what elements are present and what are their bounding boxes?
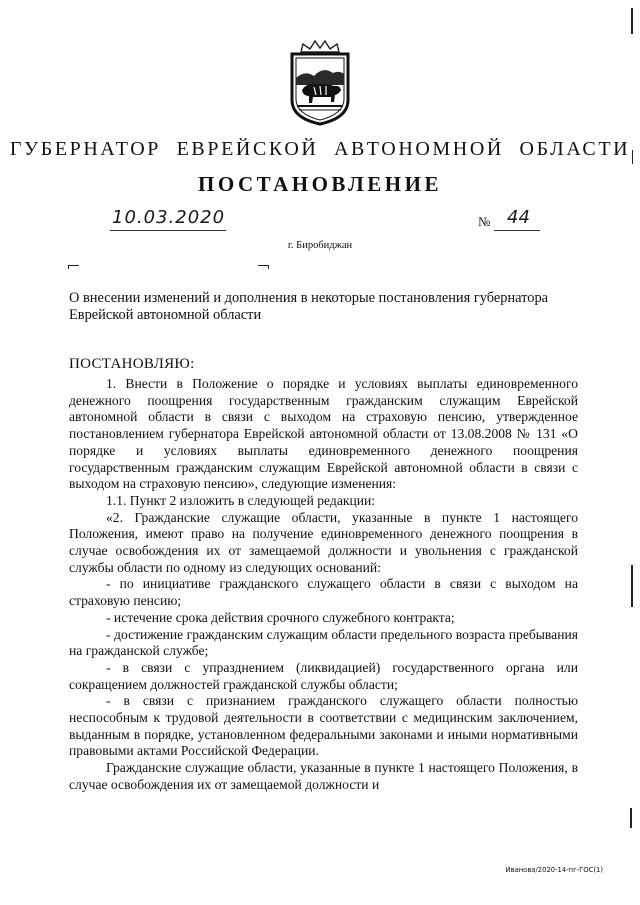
paragraph-continuation: Гражданские служащие области, указанные в пункте 1 настоящего Положения, в случае освобождения их от замещаемой должности и [69, 760, 578, 792]
coat-of-arms-icon [287, 40, 353, 126]
resolve-word: ПОСТАНОВЛЯЮ: [69, 356, 195, 372]
list-item-grounds: - истечение срока действия срочного служебного контракта; [106, 609, 455, 625]
right-corner-bracket [258, 265, 269, 269]
list-item-grounds: - достижение гражданским служащим области предельного возраста пребывания на гражданской службе; [69, 626, 578, 659]
number-underline [494, 230, 540, 231]
document-subject: О внесении изменений и дополнения в некоторые постановления губернатора Еврейской автономной области [69, 290, 549, 323]
paragraph-1-1: 1.1. Пункт 2 изложить в следующей редакции: [106, 492, 376, 508]
document-type-heading: ПОСТАНОВЛЕНИЕ [198, 172, 442, 196]
number-sign: № [478, 214, 491, 229]
issuing-authority-heading: ГУБЕРНАТОР ЕВРЕЙСКОЙ АВТОНОМНОЙ ОБЛАСТИ [9, 138, 631, 160]
list-item-grounds: - в связи с упразднением (ликвидацией) государственного органа или сокращением должностей гражданской службы области; [69, 659, 578, 692]
scan-edge-mark [631, 8, 633, 34]
left-corner-bracket [68, 265, 79, 269]
scan-edge-mark [632, 150, 633, 164]
date-underline [110, 230, 226, 231]
city-label: г. Биробиджан [287, 240, 353, 251]
scan-edge-mark [630, 808, 632, 828]
list-item-grounds: - по инициативе гражданского служащего области в связи с выходом на страховую пенсию; [69, 576, 578, 609]
paragraph-1: 1. Внести в Положение о порядке и условиях выплаты единовременного денежного поощрения государственным гражданским служащим Еврейской автономной области в связи с выходом на страховую пенсию, утвержденное постановлением губернатора Еврейской автономной области от 13.08.2008 № 131 «О порядке и условиях выплаты единовременного денежного поощрения государственным гражданским служащим Еврейской автономной области в связи с выходом на страховую пенсию», следующие изменения: [69, 376, 578, 492]
paragraph-2-new-wording: «2. Гражданские служащие области, указанные в пункте 1 настоящего Положения, имеют право на получение единовременного денежного поощрения в случае освобождения их от замещаемой должности и увольнения с гражданской службы области по одному из следующих оснований: [69, 509, 578, 575]
document-date: 10.03.2020 [112, 207, 226, 228]
document-number: 44 [507, 207, 530, 228]
document-body [69, 376, 578, 794]
footer-code: Иванова/2020-14-пг-ГОС(1) [505, 866, 603, 874]
list-item-grounds: - в связи с признанием гражданского служащего области полностью неспособным к трудовой деятельности в соответствии с медицинским заключением, выданным в порядке, установленном федеральными законами и иными нормативными правовыми актами Российской Федерации. [69, 693, 578, 759]
scan-edge-mark [631, 565, 633, 607]
